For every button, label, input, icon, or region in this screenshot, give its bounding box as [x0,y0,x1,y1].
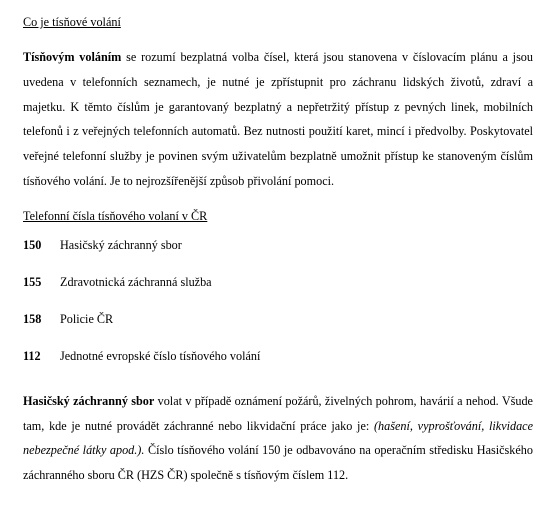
emergency-numbers-list [23,237,533,385]
emergency-service-label: Zdravotnická záchranná služba [60,274,212,289]
paragraph-text-before: volat v případě oznámení požárů, živelných pohrom, havárií a nehod. Všude tam, kde je nutné provádět záchranné nebo likvidační práce jako je: [23,393,533,433]
emergency-service-label: Jednotné evropské číslo tísňového volání [60,348,261,363]
section-heading-emergency-call: Co je tísňové volání [23,15,121,29]
emergency-number: 158 [23,311,42,326]
list-item [23,237,533,274]
paragraph-emergency-call-definition [23,45,533,194]
emergency-service-label: Hasičský záchranný sbor [60,237,182,252]
bold-term-fire-rescue: Hasičský záchranný sbor [23,393,155,408]
bold-term-emergency-call: Tísňovým voláním [23,50,122,64]
emergency-number: 150 [23,237,42,252]
emergency-number: 112 [23,348,41,363]
paragraph-text: se rozumí bezplatná volba čísel, která jsou stanovena v číslovacím plánu a jsou uvedena v telefonních seznamech, je nutné je zpřístupnit pro záchranu lidských životů, zdraví a majetku. K těmto číslům je garantovaný bezplatný a nepřetržitý přístup z pevných linek, mobilních telefonů i z veřejných telefonních automatů. Bez nutnosti použití karet, mincí i předvolby. Poskytovatel veřejné telefonní služby je povinen svým uživatelům bezplatně umožnit přístup ke stanoveným číslům tísňového volání. Je to nejrozšířenější způsob přivolání pomoci. [23,50,533,188]
paragraph-fire-rescue-service [23,389,533,488]
emergency-number: 155 [23,274,42,289]
list-item [23,274,533,311]
italic-examples: (hašení, vyprošťování, likvidace nebezpečné látky apod.). [23,418,533,458]
list-item [23,311,533,348]
section-heading-emergency-numbers: Telefonní čísla tísňového volaní v ČR [23,208,208,223]
document-page [23,14,533,488]
emergency-service-label: Policie ČR [60,311,114,326]
list-item [23,348,533,385]
paragraph-text-after: Číslo tísňového volání 150 je odbavováno na operačním středisku Hasičského záchranného sboru ČR (HZS ČR) společně s tísňovým číslem 112. [23,443,533,483]
